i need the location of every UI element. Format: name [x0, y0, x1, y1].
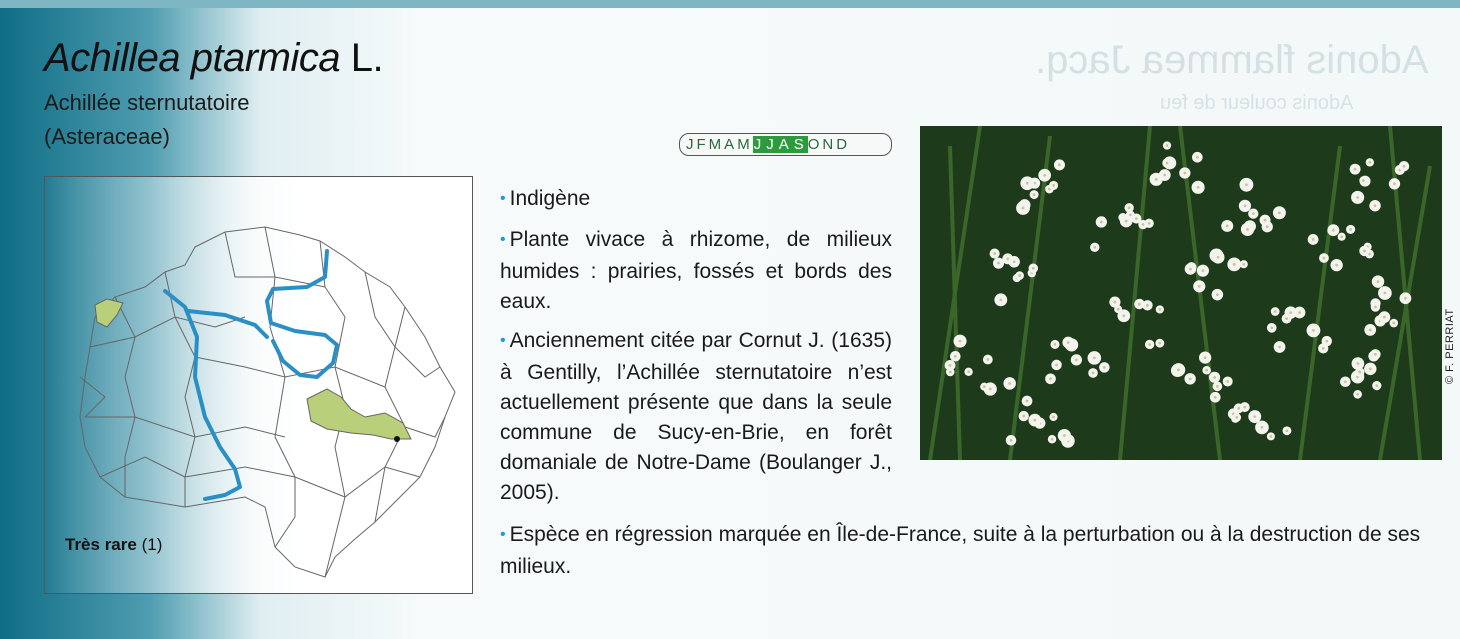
- flower-center: [1202, 269, 1205, 272]
- flower-center: [1100, 221, 1103, 224]
- commune-border: [165, 272, 195, 507]
- commune-border: [100, 457, 185, 477]
- rarity-label: [65, 535, 162, 555]
- flower-center: [1183, 172, 1186, 175]
- flower-center: [1245, 183, 1248, 186]
- commune-border: [85, 417, 285, 437]
- flower-center: [1368, 161, 1371, 164]
- flower-center: [1205, 369, 1208, 372]
- flower-center: [1075, 358, 1078, 361]
- flower-center: [1235, 416, 1238, 419]
- flower-center: [1246, 228, 1249, 231]
- flower-center: [1158, 342, 1161, 345]
- bleed-through-title: Adonis flammea Jacq.: [1035, 38, 1429, 82]
- flower-center: [989, 388, 992, 391]
- flower-center: [983, 385, 986, 388]
- flower-center: [1216, 385, 1219, 388]
- flower-center: [1114, 301, 1117, 304]
- photo-illustration: [920, 126, 1442, 460]
- highlighted-commune-west: [95, 299, 123, 327]
- bullet-habitat: [500, 225, 892, 317]
- common-name: Achillée sternutatoire: [44, 90, 250, 115]
- flowering-calendar: [679, 133, 892, 156]
- flower-center: [1226, 225, 1229, 228]
- commune-border: [185, 467, 420, 497]
- flower-center: [1213, 376, 1216, 379]
- flower-center: [1243, 406, 1246, 409]
- flower-center: [949, 371, 952, 374]
- commune-border: [265, 227, 295, 547]
- flower-center: [1033, 193, 1036, 196]
- flower-center: [1128, 206, 1131, 209]
- flower-center: [1404, 297, 1407, 300]
- flower-center: [1196, 156, 1199, 159]
- commune-border: [195, 357, 385, 387]
- flower-center: [1383, 292, 1386, 295]
- flower-center: [1374, 306, 1377, 309]
- commune-border: [395, 307, 440, 377]
- flower-center: [1383, 316, 1386, 319]
- flower-center: [1266, 225, 1269, 228]
- flower-center: [1377, 280, 1380, 283]
- flower-center: [1237, 407, 1240, 410]
- flower-center: [1010, 439, 1013, 442]
- month-letter: A: [778, 136, 792, 153]
- map-svg: [45, 177, 474, 595]
- flower-center: [1349, 228, 1352, 231]
- flower-center: [1298, 311, 1301, 314]
- flower-center: [959, 340, 962, 343]
- bullet-text: Anciennement citée par Cornut J. (1635) à Gentilly, l’Achillée sternutatoire n’est actuellement présente que dans la seule commune de Sucy-en-Brie, en forêt domaniale de Notre-Dame (Boulanger J., 2005).: [500, 329, 892, 504]
- flower-center: [1289, 311, 1292, 314]
- flower-center: [1274, 310, 1277, 313]
- flower-center: [1244, 204, 1247, 207]
- flower-center: [1155, 178, 1158, 181]
- flower-center: [1354, 168, 1357, 171]
- month-letter: M: [708, 136, 725, 153]
- flower-center: [1325, 340, 1328, 343]
- flower-center: [1055, 364, 1058, 367]
- bullet-text: Indigène: [509, 187, 591, 210]
- flower-center: [1054, 343, 1057, 346]
- flower-center: [1138, 303, 1141, 306]
- rarity-count: (1): [141, 535, 163, 554]
- bullet-regression: [500, 520, 1450, 582]
- flower-center: [1189, 268, 1192, 271]
- top-band: [0, 0, 1460, 8]
- flower-center: [1286, 429, 1289, 432]
- month-letter: S: [793, 136, 807, 153]
- month-letter: O: [807, 136, 823, 153]
- month-letter: A: [724, 136, 738, 153]
- flower-center: [1052, 184, 1055, 187]
- highlighted-area-sucy: [307, 389, 411, 439]
- flower-center: [1166, 162, 1169, 165]
- flower-center: [1197, 186, 1200, 189]
- occurrence-point: [394, 436, 400, 442]
- flower-center: [1264, 219, 1267, 222]
- flower-center: [1374, 204, 1377, 207]
- flower-center: [1393, 182, 1396, 185]
- flower-center: [1285, 317, 1288, 320]
- flower-center: [1278, 211, 1281, 214]
- plant-photo: [920, 126, 1442, 460]
- flower-center: [1261, 426, 1264, 429]
- flower-center: [1356, 393, 1359, 396]
- flower-center: [1335, 264, 1338, 267]
- flower-center: [1093, 246, 1096, 249]
- commune-border: [365, 272, 405, 522]
- flower-center: [1363, 250, 1366, 253]
- flower-center: [1166, 144, 1169, 147]
- flower-center: [1018, 274, 1021, 277]
- flower-center: [1058, 163, 1061, 166]
- bullet-dot-icon: •: [500, 231, 506, 248]
- flower-center: [1198, 285, 1201, 288]
- flower-center: [954, 355, 957, 358]
- flower-center: [1142, 223, 1145, 226]
- bullet-text: Plante vivace à rhizome, de milieux humides : prairies, fossés et bords des eaux.: [500, 228, 892, 313]
- flower-center: [1375, 384, 1378, 387]
- rarity-text: Très rare: [65, 535, 137, 554]
- flower-center: [1125, 220, 1128, 223]
- flower-center: [1033, 419, 1036, 422]
- flower-center: [949, 364, 952, 367]
- bullet-text: Espèce en régression marquée en Île-de-France, suite à la perturbation ou à la destruction de ses milieux.: [500, 523, 1421, 578]
- flower-center: [1177, 368, 1180, 371]
- flower-center: [1117, 308, 1120, 311]
- flower-center: [1032, 267, 1035, 270]
- photo-credit: © F. PERRIAT: [1444, 308, 1456, 384]
- distribution-map: [44, 176, 473, 594]
- species-author: L.: [350, 36, 384, 80]
- bullet-dot-icon: •: [500, 332, 506, 349]
- flower-center: [1006, 257, 1009, 260]
- bullet-dot-icon: •: [500, 526, 506, 543]
- flower-center: [1158, 308, 1161, 311]
- flower-center: [1312, 238, 1315, 241]
- flower-center: [993, 252, 996, 255]
- flower-center: [1022, 415, 1025, 418]
- month-letter: N: [822, 136, 837, 153]
- flower-center: [986, 358, 989, 361]
- flower-center: [1135, 217, 1138, 220]
- flower-center: [1226, 380, 1229, 383]
- flower-center: [1189, 377, 1192, 380]
- flower-center: [1356, 196, 1359, 199]
- flower-center: [1026, 182, 1029, 185]
- flower-center: [1067, 341, 1070, 344]
- flower-center: [1358, 371, 1361, 374]
- flower-center: [1103, 366, 1106, 369]
- flower-center: [1340, 235, 1343, 238]
- flower-center: [1369, 367, 1372, 370]
- flower-center: [1362, 179, 1365, 182]
- flower-center: [1214, 396, 1217, 399]
- flower-center: [1278, 346, 1281, 349]
- flower-center: [1356, 362, 1359, 365]
- family-name: (Asteraceae): [44, 124, 170, 149]
- bullet-dot-icon: •: [500, 190, 506, 207]
- bullet-status: [500, 184, 892, 216]
- flower-center: [1217, 256, 1220, 259]
- flower-center: [1233, 263, 1236, 266]
- flower-center: [1392, 322, 1395, 325]
- flower-center: [1312, 329, 1315, 332]
- flower-center: [1146, 304, 1149, 307]
- month-letter: D: [836, 136, 851, 153]
- flower-center: [1332, 229, 1335, 232]
- flower-center: [1369, 329, 1372, 332]
- flower-center: [1403, 165, 1406, 168]
- month-letter: J: [686, 136, 697, 153]
- flower-center: [1043, 174, 1046, 177]
- flower-center: [1253, 415, 1256, 418]
- flower-center: [1049, 377, 1052, 380]
- flower-center: [1269, 435, 1272, 438]
- commune-border: [115, 297, 135, 497]
- month-letter: J: [766, 136, 777, 153]
- description-list: [500, 184, 892, 517]
- flower-center: [1374, 353, 1377, 356]
- flower-center: [1122, 314, 1125, 317]
- flower-center: [1344, 380, 1347, 383]
- bullet-history: [500, 326, 892, 508]
- flower-center: [1063, 434, 1066, 437]
- flower-center: [1242, 263, 1245, 266]
- flower-center: [1052, 416, 1055, 419]
- month-letter: M: [737, 136, 753, 153]
- commune-border: [90, 317, 245, 347]
- flower-center: [999, 298, 1002, 301]
- flower-center: [1008, 382, 1011, 385]
- flower-center: [1270, 326, 1273, 329]
- flower-center: [1148, 222, 1151, 225]
- flower-center: [1026, 400, 1029, 403]
- flower-center: [1323, 257, 1326, 260]
- flower-center: [967, 370, 970, 373]
- river-marne: [267, 251, 337, 377]
- flower-center: [1163, 174, 1166, 177]
- department-outline: [80, 227, 455, 577]
- flower-center: [1022, 207, 1025, 210]
- flower-center: [1051, 438, 1054, 441]
- flower-center: [1252, 212, 1255, 215]
- species-name: Achillea ptarmica: [44, 36, 341, 80]
- flower-center: [1322, 347, 1325, 350]
- flower-center: [1092, 372, 1095, 375]
- flower-center: [997, 262, 1000, 265]
- flower-center: [1216, 293, 1219, 296]
- river-branch: [188, 311, 267, 337]
- flower-center: [1013, 260, 1016, 263]
- bleed-through-subtitle: Adonis couleur de feu: [1160, 92, 1354, 114]
- flower-center: [1204, 356, 1207, 359]
- species-title: [44, 36, 383, 81]
- month-letter: J: [753, 136, 765, 153]
- flower-center: [1093, 356, 1096, 359]
- month-letter: F: [696, 136, 709, 153]
- flower-center: [1148, 343, 1151, 346]
